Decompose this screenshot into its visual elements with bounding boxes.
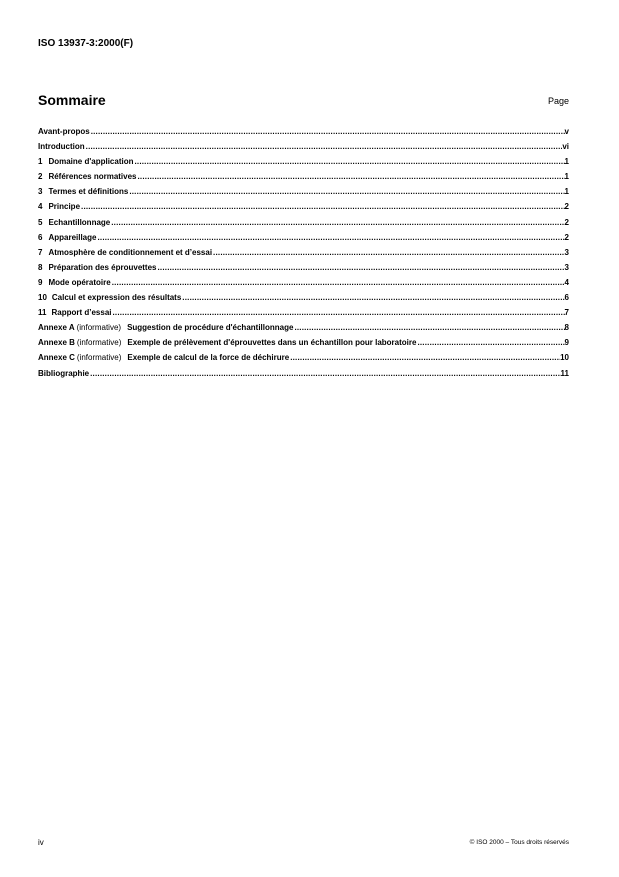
toc-entry-label-group	[38, 305, 111, 320]
page-column-label: Page	[547, 96, 569, 106]
toc-entry-introduction[interactable]	[38, 139, 569, 154]
footer-page-number: iv	[38, 838, 44, 847]
toc-leader	[91, 124, 565, 139]
toc-entry-label-group	[38, 335, 416, 350]
toc-leader	[158, 260, 565, 275]
toc-entry-label: Exemple de prélèvement d'éprouvettes dans un échantillon pour laboratoire	[127, 338, 417, 348]
toc-entry-number: 3	[38, 187, 43, 197]
toc-entry-number: 2	[38, 172, 43, 182]
toc-leader	[129, 184, 564, 199]
toc-entry-annex-c[interactable]	[38, 350, 569, 365]
toc-entry-label: Calcul et expression des résultats	[51, 293, 182, 303]
toc-entry-label-group	[38, 184, 128, 199]
toc-entry-page: 9	[564, 338, 569, 348]
toc-entry-number: 8	[38, 262, 43, 272]
toc-entry-page: 3	[564, 247, 569, 257]
toc-entry-page: vi	[562, 142, 569, 152]
toc-entry-bibliographie[interactable]	[38, 366, 569, 381]
toc-entry-page: 1	[564, 157, 569, 167]
toc-entry-label-group	[38, 199, 80, 214]
toc-entry-label-group	[38, 260, 157, 275]
toc-entry-clause-9[interactable]	[38, 275, 569, 290]
toc-entry-page: 6	[564, 293, 569, 303]
toc-entry-annex-a[interactable]	[38, 320, 569, 335]
toc-entry-clause-1[interactable]	[38, 154, 569, 169]
toc-entry-number: 10	[38, 293, 47, 303]
toc-leader	[290, 350, 560, 365]
toc-entry-page: 1	[564, 172, 569, 182]
toc-annex-status: (informative)	[76, 323, 122, 333]
toc-annex-id: Annexe B	[38, 338, 75, 348]
toc-leader	[97, 230, 564, 245]
toc-entry-label: Exemple de calcul de la force de déchirure	[127, 353, 290, 363]
toc-entry-number: 5	[38, 217, 43, 227]
toc-entry-page: 2	[564, 217, 569, 227]
toc-entry-number: 1	[38, 157, 43, 167]
toc-entry-label: Termes et définitions	[48, 187, 129, 197]
toc-entry-label: Introduction	[38, 142, 85, 152]
toc-entry-label-group	[38, 290, 181, 305]
toc-entry-label: Atmosphère de conditionnement et d’essai	[48, 247, 213, 257]
toc-entry-label-group	[38, 245, 212, 260]
toc-entry-label-group	[38, 215, 110, 230]
toc-entry-page: v	[564, 127, 569, 136]
toc-entry-label: Préparation des éprouvettes	[48, 262, 157, 272]
toc-entry-number: 9	[38, 277, 43, 287]
toc-entry-clause-3[interactable]	[38, 184, 569, 199]
toc-entry-label-group	[38, 154, 133, 169]
toc-entry-label: Domaine d'application	[48, 157, 134, 167]
toc-leader	[213, 245, 565, 260]
toc-entry-clause-2[interactable]	[38, 169, 569, 184]
toc-leader	[90, 366, 560, 381]
page-title: Sommaire	[38, 92, 106, 108]
toc-entry-label-group	[38, 320, 293, 335]
toc-annex-status: (informative)	[76, 353, 122, 363]
toc-entry-clause-8[interactable]	[38, 260, 569, 275]
toc-entry-page: 7	[564, 308, 569, 318]
toc-entry-label-group	[38, 350, 289, 365]
toc-entry-label-group	[38, 230, 96, 245]
toc-entry-page: 3	[564, 262, 569, 272]
toc-entry-page: 2	[564, 232, 569, 242]
toc-entry-label: Mode opératoire	[48, 277, 111, 287]
toc-entry-number: 4	[38, 202, 43, 212]
toc-leader	[112, 275, 565, 290]
toc-heading	[38, 88, 569, 108]
toc-leader	[417, 335, 564, 350]
toc-entry-clause-11[interactable]	[38, 305, 569, 320]
toc-leader	[294, 320, 564, 335]
toc-entry-label-group	[38, 169, 137, 184]
toc-entry-page: 2	[564, 202, 569, 212]
document-id: ISO 13937-3:2000(F)	[38, 38, 134, 49]
toc-annex-id: Annexe A	[38, 323, 75, 333]
toc-leader	[134, 154, 564, 169]
toc-entry-avant-propos[interactable]	[38, 124, 569, 139]
toc-entry-label: Principe	[48, 202, 81, 212]
toc-entry-page: 8	[564, 323, 569, 333]
toc-entry-number: 7	[38, 247, 43, 257]
toc-leader	[138, 169, 565, 184]
toc-entry-clause-6[interactable]	[38, 230, 569, 245]
toc-entry-label: Echantillonnage	[48, 217, 111, 227]
toc-annex-status: (informative)	[76, 338, 122, 348]
toc-entry-clause-5[interactable]	[38, 215, 569, 230]
toc-entry-label: Avant-propos	[38, 127, 90, 136]
toc-leader	[111, 215, 564, 230]
footer-copyright: © ISO 2000 – Tous droits réservés	[469, 839, 569, 846]
toc-annex-id: Annexe C	[38, 353, 75, 363]
toc-entry-label: Bibliographie	[38, 368, 90, 378]
toc-entry-label-group	[38, 275, 111, 290]
toc-leader	[182, 290, 564, 305]
toc-leader	[86, 139, 563, 154]
toc-entry-label: Rapport d’essai	[51, 308, 112, 318]
toc-entry-clause-4[interactable]	[38, 199, 569, 214]
toc-entry-number: 6	[38, 232, 43, 242]
toc-entry-label: Références normatives	[48, 172, 137, 182]
toc-leader	[112, 305, 564, 320]
toc-entry-page: 4	[564, 277, 569, 287]
toc-entry-label: Appareillage	[48, 232, 97, 242]
toc-entry-label: Suggestion de procédure d'échantillonnage	[127, 323, 294, 333]
toc-leader	[81, 199, 565, 214]
toc-entry-clause-10[interactable]	[38, 290, 569, 305]
toc-entry-page: 1	[564, 187, 569, 197]
table-of-contents	[38, 124, 569, 381]
toc-entry-number: 11	[38, 308, 47, 318]
toc-entry-page: 11	[560, 368, 569, 378]
toc-entry-clause-7[interactable]	[38, 245, 569, 260]
toc-entry-page: 10	[560, 353, 569, 363]
toc-entry-annex-b[interactable]	[38, 335, 569, 350]
